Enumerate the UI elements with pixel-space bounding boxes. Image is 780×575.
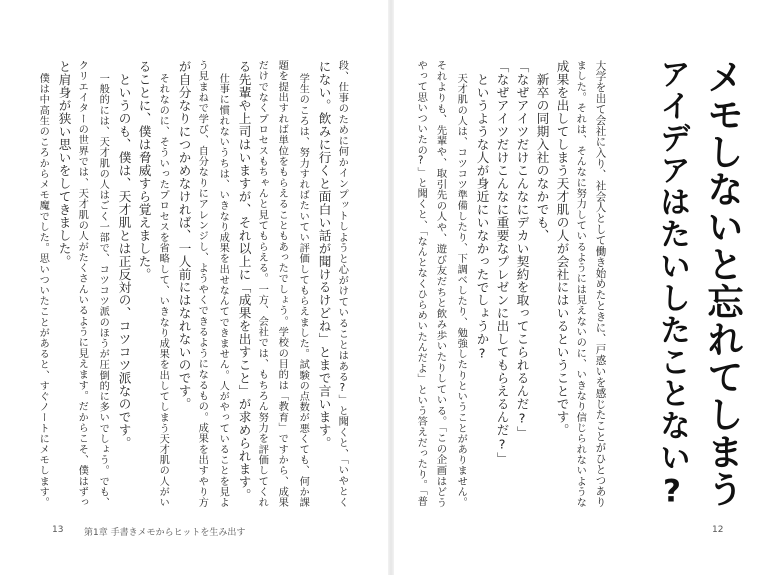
body-line: 段、仕事のために何かインプットしようと心がけていることはある?」と聞くと、「いやとく	[336, 60, 349, 508]
chapter-title-line-2: アイデアはたいしたことない?	[653, 58, 690, 511]
right-page	[394, 0, 780, 575]
body-line: 「なぜアイツだけこんなにデカい契約を取ってこられるんだ?」	[514, 60, 530, 439]
running-header: 第1章 手書きメモからヒットを生み出す	[84, 528, 246, 538]
body-line: う見まねで学び、自分なりにアレンジし、ようやくできるようになるもの。成果を出すやり方	[196, 60, 209, 508]
body-line: やって思いついたの?」と聞くと、「なんとなくひらめいたんだよ」という答えだったり。「普	[415, 60, 427, 507]
chapter-title-line-1: メモしないと忘れてしまう	[701, 58, 745, 508]
body-line: にない。飲みに行くと面白い話が聞けるけどね」とまで言います。	[316, 60, 332, 450]
body-line: だけでなくプロセスもちゃんと見てもらえる。一方、会社では、もちろん努力を評価してくれ	[256, 60, 269, 508]
body-line: が自分なりにつかめなければ、一人前にはなれないのです。	[176, 60, 192, 411]
body-line: 新卒の同期入社のなかでも、	[534, 73, 550, 242]
body-line: と肩身が狭い思いをしてきました。	[56, 60, 72, 268]
body-line: クリエイターの世界では、天才肌の人がたくさんいるように見えます。だからこそ、僕はずっ	[76, 60, 89, 508]
body-line: ました。それは、そんなに努力しているようには見えないのに、いきなり信じられないような	[574, 60, 587, 508]
body-line: る先輩や上司はいますが、それ以上に「成果を出すこと」が求められます。	[236, 60, 252, 502]
body-line: 題を提出すれば単位をもらえることもあったでしょう。学校の目的は「教育」ですから、成果	[276, 60, 289, 508]
body-line: それなのに、そういったプロセスを省略して、いきなり成果を出してしまう天才肌の人がい	[157, 73, 169, 508]
page-number: 12	[712, 525, 724, 535]
body-line: ることに、僕は脅威すら覚えました。	[136, 60, 152, 281]
body-line: 一般的には、天才肌の人はごく一部で、コツコツ派のほうが圧倒的に多いでしょう。でも、	[97, 73, 109, 508]
body-line: 「なぜアイツだけこんなに重要なプレゼンに出してもらえるんだ?」	[494, 60, 510, 465]
body-line: 僕は中高生のころからメモ魔でした。思いついたことがあると、すぐノートにメモします。	[37, 73, 49, 508]
body-line: 大学を出て会社に入り、社会人として働き始めたときに、戸惑いを感じたことがひとつあり	[594, 60, 607, 508]
page-number: 13	[52, 525, 64, 535]
body-line: 仕事に慣れないうちは、いきなり成果を出せなんてできません。人がやっていることを見よ	[217, 73, 229, 508]
body-line: というような人が身近にいなかったでしょうか?	[474, 73, 490, 361]
body-line: それよりも、先輩や、取引先の人や、遊び友だちと飲み歩いたりしている。「この企画はどう	[434, 60, 447, 508]
body-line: 成果を出してしまう天才肌の人が会社にはいるということです。	[554, 60, 570, 437]
body-line: 天才肌の人は、コツコツ準備したり、下調べしたり、勉強したりということがありません。	[455, 73, 467, 508]
body-line: 学生のころは、努力すればたいてい評価してもらえました。試験の点数が悪くても、何か課	[297, 73, 309, 508]
left-page	[0, 0, 388, 575]
body-line: というのも、僕は、天才肌とは正反対の、コツコツ派なのです。	[116, 73, 132, 450]
